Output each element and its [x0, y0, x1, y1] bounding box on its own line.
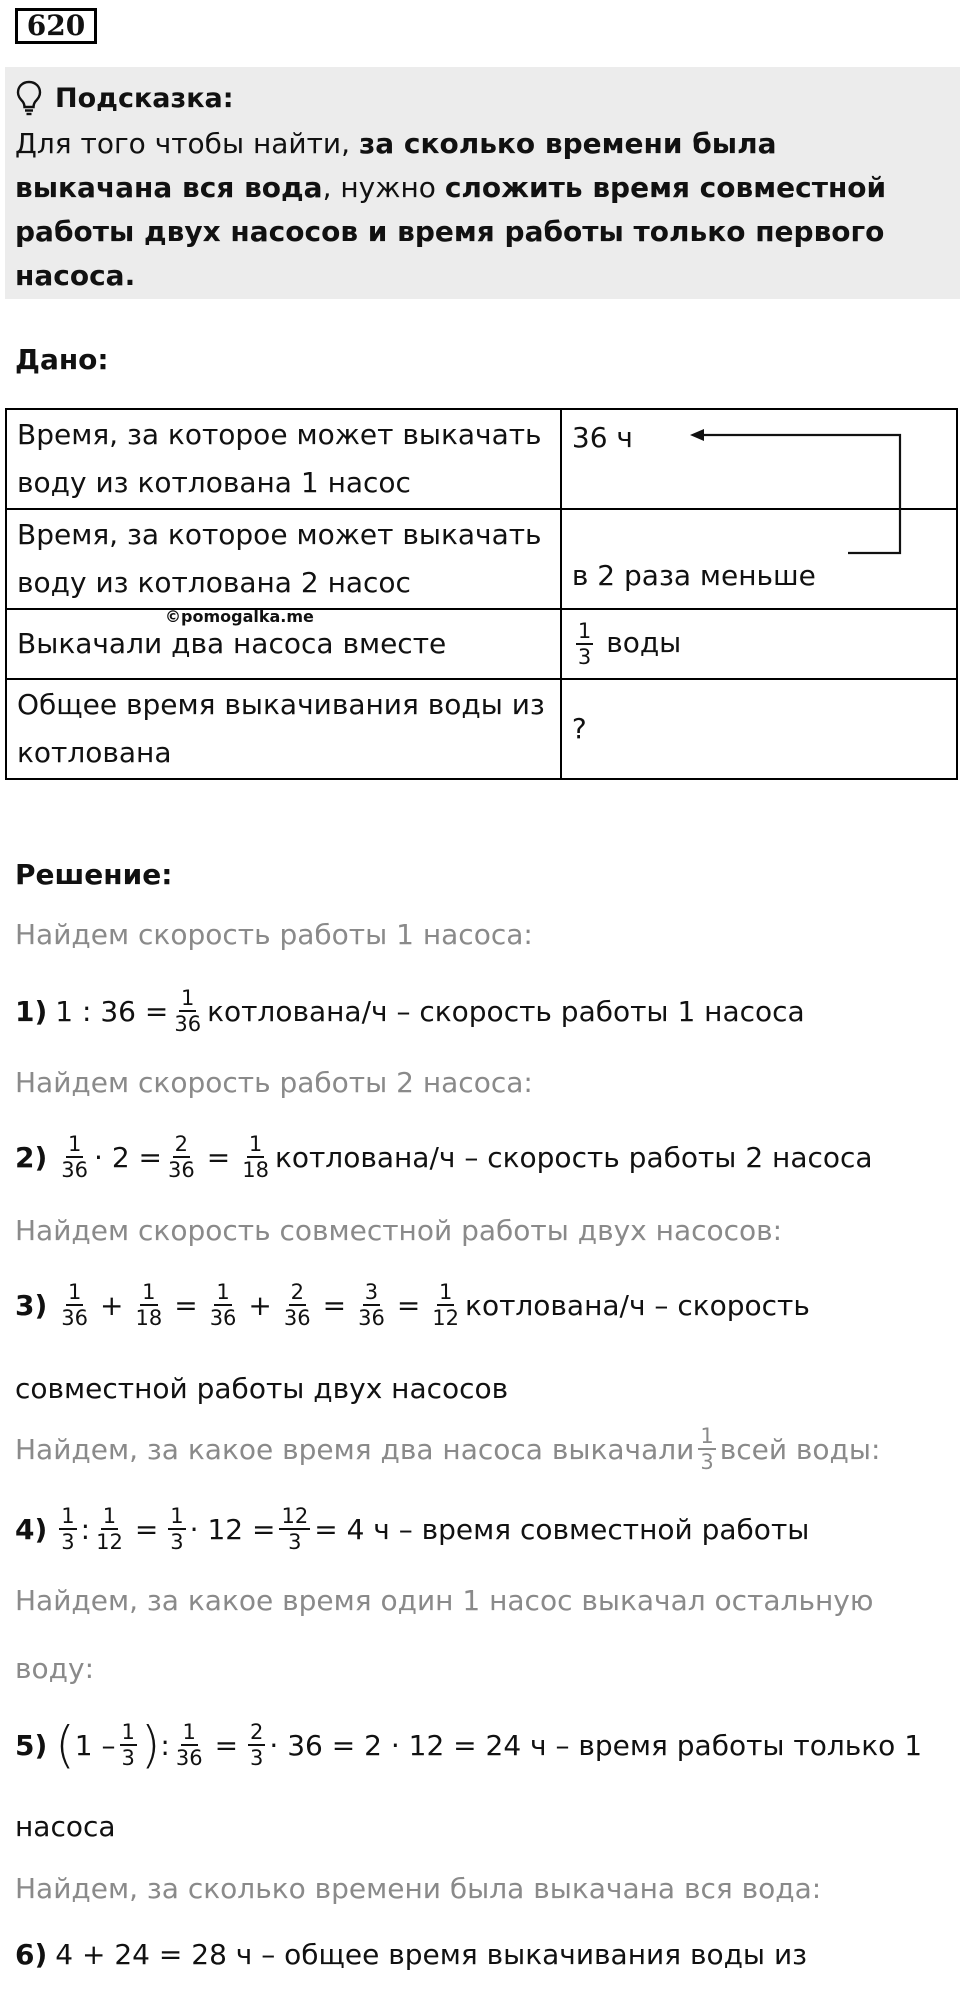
right-paren: ): [140, 1716, 161, 1774]
fraction-denominator: 36: [358, 1306, 385, 1330]
step-text: котлована/ч – скорость работы 2 насоса: [274, 1140, 873, 1174]
fraction: [174, 1720, 205, 1770]
fraction-numerator: 2: [174, 1132, 189, 1156]
fraction-numerator: 3: [364, 1280, 379, 1304]
step-number: 6): [15, 1938, 48, 1971]
fraction: [282, 1280, 313, 1330]
fraction-denominator: 3: [577, 645, 592, 669]
step-number: 4): [15, 1512, 48, 1546]
fraction: [166, 1132, 197, 1182]
fraction-denominator: 36: [168, 1158, 195, 1182]
given-value: [561, 609, 957, 679]
solution-comment: Найдем, за сколько времени была выкачана вся вода:: [15, 1872, 822, 1905]
fraction-denominator: 36: [283, 1306, 311, 1330]
step-number: 2): [15, 1140, 48, 1174]
operator: =: [206, 1140, 231, 1174]
fraction-denominator: 3: [700, 1450, 714, 1474]
fraction-numerator: 1: [61, 1504, 75, 1528]
fraction-numerator: 1: [102, 1504, 117, 1528]
fraction-denominator: 18: [135, 1306, 163, 1330]
solution-comment: Найдем скорость работы 1 насоса:: [15, 918, 533, 951]
fraction: [430, 1280, 461, 1330]
fraction: [59, 1280, 90, 1330]
operator: =: [214, 1728, 239, 1762]
step-text: котлована/ч – скорость: [465, 1288, 810, 1322]
fraction: [356, 1280, 387, 1330]
lightbulb-icon: [15, 80, 43, 116]
given-value: 36 ч: [561, 409, 957, 509]
fraction-numerator: 1: [216, 1280, 230, 1304]
fraction: [576, 619, 593, 669]
comment-text: всей воды:: [719, 1432, 881, 1466]
fraction-denominator: 36: [61, 1158, 89, 1182]
left-paren: (: [55, 1716, 75, 1774]
watermark: ©pomogalka.me: [165, 607, 314, 626]
fraction-numerator: 2: [250, 1720, 264, 1744]
step-continuation: насоса: [15, 1810, 116, 1843]
problem-number: 620: [15, 8, 97, 44]
solution-step: [15, 1132, 873, 1182]
fraction-denominator: 3: [250, 1746, 264, 1770]
fraction-numerator: 1: [577, 619, 592, 643]
hint-text-part: , нужно: [322, 171, 445, 204]
operator: :: [80, 1512, 91, 1546]
fraction-numerator: 1: [121, 1720, 135, 1744]
fraction: [168, 1504, 185, 1554]
fraction-denominator: 36: [61, 1306, 89, 1330]
operator: +: [248, 1288, 272, 1322]
solution-comment: Найдем, за какое время один 1 насос выкачал остальную: [15, 1584, 874, 1617]
step-continuation: совместной работы двух насосов: [15, 1372, 509, 1405]
solution-comment: [15, 1424, 880, 1474]
fraction-numerator: 1: [182, 1720, 196, 1744]
step-number: 3): [15, 1288, 48, 1322]
hint-bold-part: за сколько времени была выкачана вся вода: [15, 127, 777, 204]
fraction: [698, 1424, 715, 1474]
fraction-numerator: 1: [170, 1504, 184, 1528]
fraction-denominator: 12: [96, 1530, 123, 1554]
table-row: [6, 609, 957, 679]
step-text: = 4 ч – время совместной работы: [314, 1512, 810, 1546]
step-text: 4 + 24 = 28 ч – общее время выкачивания воды из: [55, 1938, 808, 1971]
operator: =: [134, 1512, 159, 1546]
operator: =: [322, 1288, 347, 1322]
solution-step: [15, 1938, 807, 1971]
fraction-denominator: 3: [288, 1530, 302, 1554]
fraction-denominator: 36: [174, 1012, 202, 1036]
fraction: [279, 1504, 310, 1554]
operator: =: [396, 1288, 421, 1322]
fraction-denominator: 3: [170, 1530, 184, 1554]
step-text: · 36 = 2 · 12 = 24 ч – время работы только 1: [269, 1728, 923, 1762]
fraction-numerator: 1: [181, 986, 195, 1010]
solution-step: [15, 1504, 809, 1554]
hint-bold-part: сложить время совместной работы двух насосов и время работы только первого насоса.: [15, 171, 887, 292]
fraction-numerator: 2: [290, 1280, 304, 1304]
fraction: [208, 1280, 239, 1330]
hint-text: [15, 122, 935, 298]
expression: 1 –: [74, 1728, 116, 1762]
operator: +: [100, 1288, 124, 1322]
solution-step: [15, 1280, 810, 1330]
solution-comment: Найдем скорость совместной работы двух насосов:: [15, 1214, 783, 1247]
fraction-denominator: 36: [175, 1746, 203, 1770]
given-label: Время, за которое может выкачать воду из котлована 2 насос: [6, 509, 561, 609]
expression: 1 : 36 =: [55, 994, 169, 1028]
operator: :: [160, 1728, 170, 1762]
given-value: ?: [561, 679, 957, 779]
fraction-denominator: 12: [432, 1306, 460, 1330]
fraction-numerator: 12: [281, 1504, 309, 1528]
solution-step: [15, 1716, 923, 1774]
solution-heading: Решение:: [15, 858, 173, 891]
table-row: [6, 679, 957, 779]
expression: · 2 =: [94, 1140, 162, 1174]
step-text: котлована/ч – скорость работы 1 насоса: [207, 994, 805, 1028]
given-label: Выкачали два насоса вместе: [6, 609, 561, 679]
given-label: Время, за которое может выкачать воду из котлована 1 насос: [6, 409, 561, 509]
fraction: [59, 1504, 76, 1554]
hint-header: [15, 80, 234, 116]
hint-title: Подсказка:: [55, 82, 234, 114]
fraction-numerator: 1: [438, 1280, 453, 1304]
relation-arrow-icon: [680, 420, 910, 570]
given-value: в 2 раза меньше: [561, 509, 957, 609]
step-number: 1): [15, 994, 48, 1028]
solution-step: [15, 986, 805, 1036]
fraction-numerator: 1: [248, 1132, 263, 1156]
fraction: [248, 1720, 265, 1770]
given-label: Общее время выкачивания воды из котлована: [6, 679, 561, 779]
fraction-denominator: 3: [61, 1530, 75, 1554]
fraction-numerator: 1: [67, 1280, 82, 1304]
fraction-numerator: 1: [700, 1424, 714, 1448]
expression: · 12 =: [189, 1512, 276, 1546]
fraction-numerator: 1: [67, 1132, 82, 1156]
fraction: [94, 1504, 125, 1554]
fraction: [133, 1280, 164, 1330]
fraction-denominator: 36: [209, 1306, 237, 1330]
fraction-denominator: 3: [121, 1746, 135, 1770]
solution-comment: Найдем скорость работы 2 насоса:: [15, 1066, 533, 1099]
given-heading: Дано:: [15, 343, 109, 376]
step-number: 5): [15, 1728, 48, 1762]
fraction: [59, 1132, 90, 1182]
fraction: [172, 986, 203, 1036]
fraction: [120, 1720, 137, 1770]
comment-text: Найдем, за какое время два насоса выкачали: [15, 1432, 695, 1466]
fraction-denominator: 18: [242, 1158, 269, 1182]
hint-text-part: Для того чтобы найти,: [15, 127, 359, 160]
given-value-text: воды: [606, 626, 682, 659]
fraction: [240, 1132, 271, 1182]
solution-comment: воду:: [15, 1652, 94, 1685]
fraction-numerator: 1: [142, 1280, 156, 1304]
operator: =: [174, 1288, 198, 1322]
